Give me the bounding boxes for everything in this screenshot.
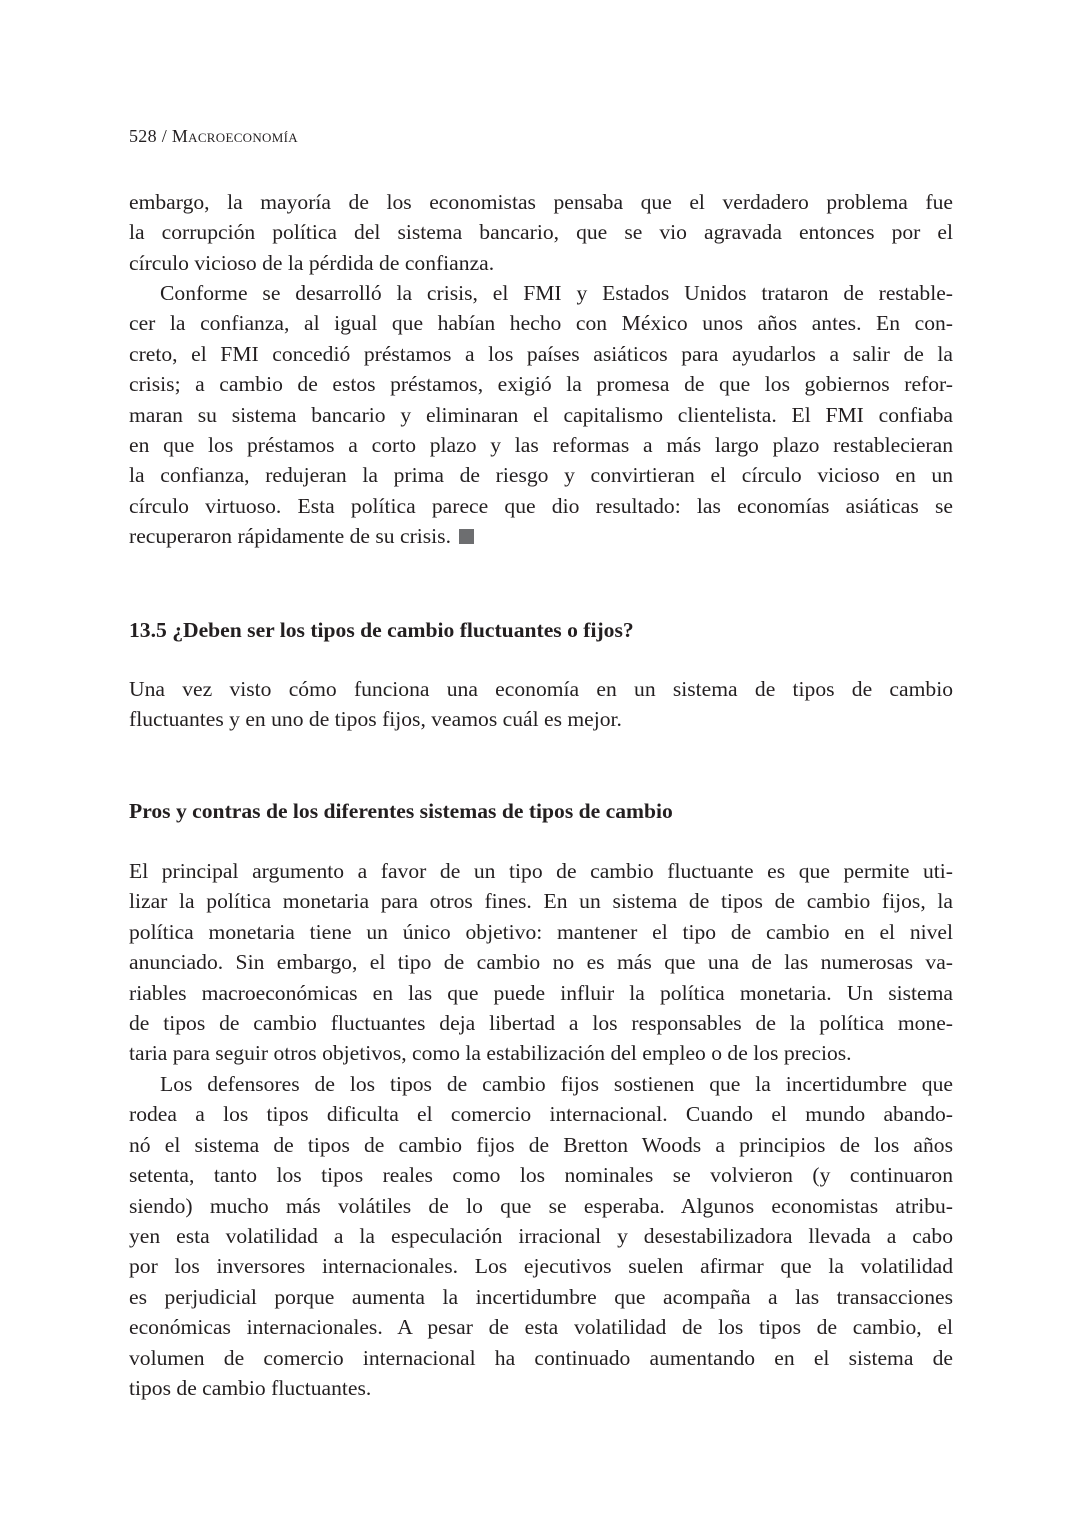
text-line bbox=[129, 430, 953, 460]
text-line bbox=[129, 1343, 953, 1373]
text-line bbox=[129, 460, 953, 490]
paragraph bbox=[129, 856, 953, 1069]
text-line bbox=[129, 1221, 953, 1251]
text-line bbox=[129, 217, 953, 247]
text-line bbox=[129, 917, 953, 947]
text-line bbox=[129, 1069, 953, 1099]
text-line bbox=[129, 491, 953, 521]
text-line-content: anunciado. Sin embargo, el tipo de cambio no es más que una de las numerosas va- bbox=[129, 950, 953, 975]
text-line-content: en que los préstamos a corto plazo y las reformas a más largo plazo restablecieran bbox=[129, 432, 953, 457]
text-line bbox=[129, 1373, 953, 1403]
text-line bbox=[129, 521, 953, 551]
text-line-content: de tipos de cambio fluctuantes deja libertad a los responsables de la política mone- bbox=[129, 1010, 953, 1035]
text-line-content: económicas internacionales. A pesar de esta volatilidad de los tipos de cambio, el bbox=[129, 1315, 953, 1340]
text-line bbox=[129, 674, 953, 704]
text-line-content: creto, el FMI concedió préstamos a los países asiáticos para ayudarlos a salir de la bbox=[129, 341, 953, 366]
text-line-content: Conforme se desarrolló la crisis, el FMI y Estados Unidos trataron de restable- bbox=[160, 281, 953, 305]
text-line-content: círculo virtuoso. Esta política parece que dio resultado: las economías asiáticas se bbox=[129, 493, 953, 518]
text-line-content: taria para seguir otros objetivos, como la estabilización del empleo o de los precios. bbox=[129, 1041, 852, 1066]
text-line bbox=[129, 978, 953, 1008]
text-line bbox=[129, 1038, 953, 1068]
text-line-content: Los defensores de los tipos de cambio fijos sostienen que la incertidumbre que bbox=[160, 1072, 953, 1096]
text-line-content: siendo) mucho más volátiles de lo que se esperaba. Algunos economistas atribu- bbox=[129, 1193, 953, 1218]
text-line-content: yen esta volatilidad a la especulación irracional y desestabilizadora llevada a cabo bbox=[129, 1223, 953, 1248]
text-line-content: la corrupción política del sistema bancario, que se vio agravada entonces por el bbox=[129, 220, 953, 245]
text-line bbox=[129, 1008, 953, 1038]
text-line-content: volumen de comercio internacional ha continuado aumentando en el sistema de bbox=[129, 1345, 953, 1370]
text-line bbox=[129, 1282, 953, 1312]
text-line bbox=[129, 704, 953, 734]
text-line bbox=[129, 947, 953, 977]
text-line-content: tipos de cambio fluctuantes. bbox=[129, 1375, 372, 1400]
text-line-content: nó el sistema de tipos de cambio fijos de Bretton Woods a principios de los años bbox=[129, 1132, 953, 1157]
text-line bbox=[129, 339, 953, 369]
paragraph bbox=[129, 1069, 953, 1403]
text-line-content: es perjudicial porque aumenta la incertidumbre que acompaña a las transacciones bbox=[129, 1284, 953, 1309]
text-line-content: por los inversores internacionales. Los ejecutivos suelen afirmar que la volatilidad bbox=[129, 1254, 953, 1279]
text-line bbox=[129, 187, 953, 217]
text-line bbox=[129, 886, 953, 916]
text-line-content: rodea a los tipos dificulta el comercio internacional. Cuando el mundo abando- bbox=[129, 1102, 953, 1127]
section-heading: 13.5 ¿Deben ser los tipos de cambio fluctuantes o fijos? bbox=[129, 618, 634, 642]
text-line-content: embargo, la mayoría de los economistas pensaba que el verdadero problema fue bbox=[129, 190, 953, 214]
text-line-content: maran su sistema bancario y eliminaran el capitalismo clientelista. El FMI confiaba bbox=[129, 402, 953, 427]
subsection-heading: Pros y contras de los diferentes sistemas de tipos de cambio bbox=[129, 799, 673, 823]
text-line bbox=[129, 248, 953, 278]
text-line bbox=[129, 1160, 953, 1190]
text-line-content: lizar la política monetaria para otros fines. En un sistema de tipos de cambio fijos, la bbox=[129, 889, 953, 914]
text-line-content: círculo vicioso de la pérdida de confianza. bbox=[129, 250, 495, 275]
text-line bbox=[129, 1130, 953, 1160]
text-line bbox=[129, 856, 953, 886]
paragraph bbox=[129, 674, 953, 735]
text-line bbox=[129, 1099, 953, 1129]
text-line-content: política monetaria tiene un único objetivo: mantener el tipo de cambio en el nivel bbox=[129, 919, 953, 944]
end-of-box-square-icon bbox=[459, 529, 474, 544]
text-line-content: recuperaron rápidamente de su crisis. bbox=[129, 524, 451, 549]
text-line-content: la confianza, redujeran la prima de riesgo y convirtieran el círculo vicioso en un bbox=[129, 463, 953, 488]
text-line bbox=[129, 1191, 953, 1221]
paragraph bbox=[129, 187, 953, 278]
text-line bbox=[129, 278, 953, 308]
text-line bbox=[129, 1312, 953, 1342]
text-line-content: setenta, tanto los tipos reales como los nominales se volvieron (y continuaron bbox=[129, 1163, 953, 1188]
text-line-content: fluctuantes y en uno de tipos fijos, veamos cuál es mejor. bbox=[129, 707, 622, 732]
text-line-content: El principal argumento a favor de un tipo de cambio fluctuante es que permite uti- bbox=[129, 859, 953, 883]
running-header bbox=[129, 126, 298, 147]
text-line-content: Una vez visto cómo funciona una economía en un sistema de tipos de cambio bbox=[129, 677, 953, 701]
page-number: 528 bbox=[129, 126, 157, 146]
book-title: Macroeconomía bbox=[171, 126, 298, 146]
text-line bbox=[129, 1251, 953, 1281]
text-line-content: crisis; a cambio de estos préstamos, exigió la promesa de que los gobiernos refor- bbox=[129, 372, 953, 397]
text-line bbox=[129, 369, 953, 399]
text-line bbox=[129, 400, 953, 430]
text-line bbox=[129, 308, 953, 338]
text-line-content: riables macroeconómicas en las que puede influir la política monetaria. Un sistema bbox=[129, 980, 953, 1005]
header-separator: / bbox=[161, 126, 168, 146]
text-line-content: cer la confianza, al igual que habían hecho con México unos años antes. En con- bbox=[129, 311, 953, 336]
paragraph bbox=[129, 278, 953, 552]
